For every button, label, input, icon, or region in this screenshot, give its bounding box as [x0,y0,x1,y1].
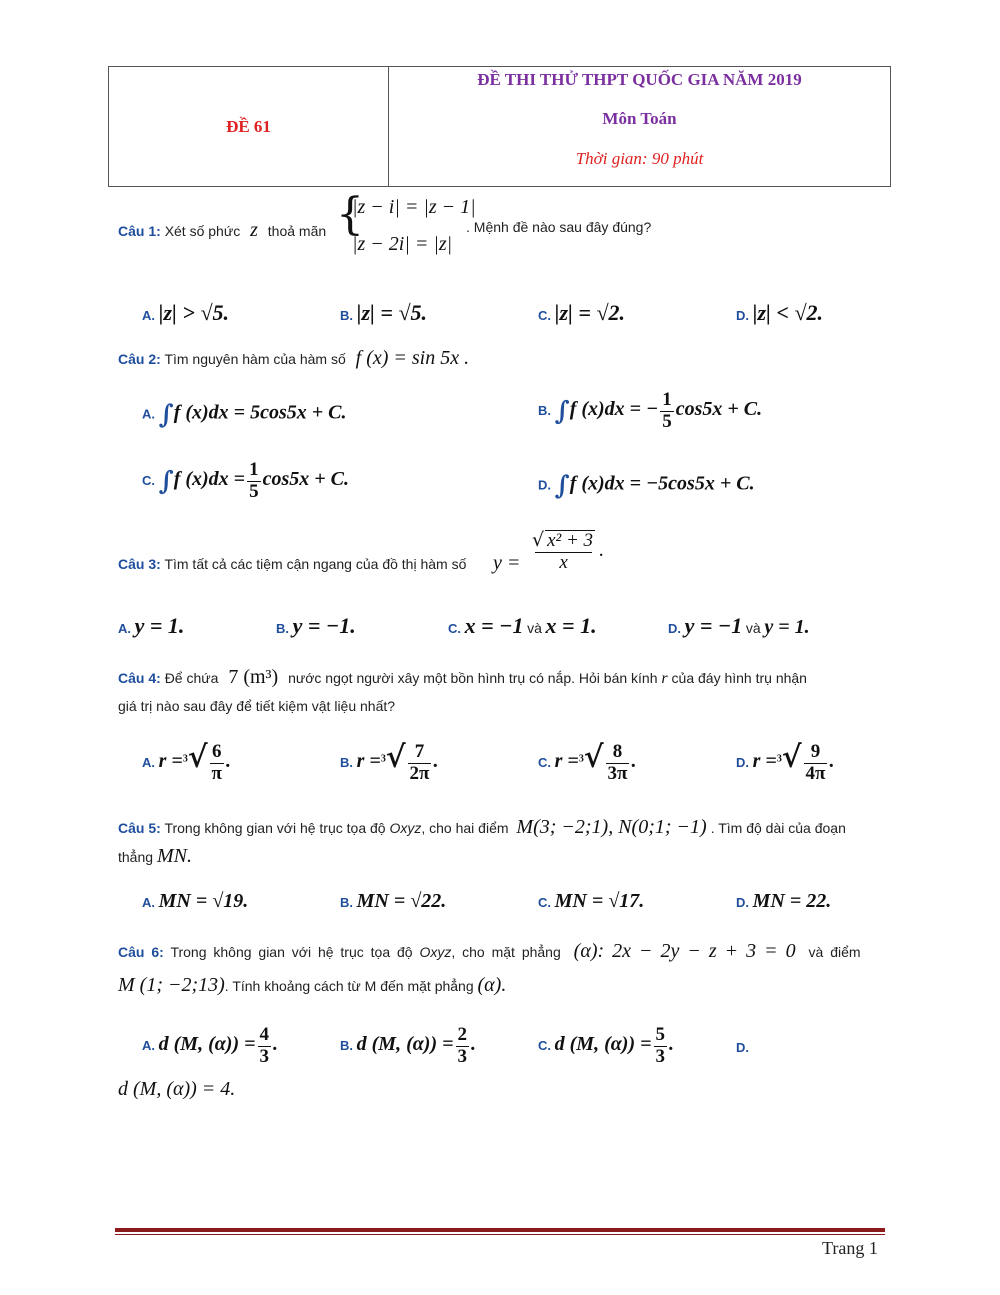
footer-divider [115,1228,885,1235]
question-2 [118,347,469,370]
q5-option-c: C. MN = √17. [538,890,645,912]
q4-volume: 7 (m³) [228,666,279,688]
q6-plane: (α): 2x − 2y − z + 3 = 0 [573,940,796,962]
q1-brace: { [336,189,364,240]
q4-text-c: của đáy hình trụ nhận [671,670,807,686]
q5-option-a: A. MN = √19. [142,890,249,912]
q1-option-b: B. |z| = √5. [340,300,427,325]
exam-subject: Môn Toán [602,109,677,128]
q3-option-d: D. y = −1 và y = 1. [668,613,810,638]
q6-option-a: A. d (M, (α)) = $\frac{4}{3}$ . [142,1024,279,1067]
q3-label: Câu 3: [118,556,161,572]
q1-label: Câu 1: [118,223,161,239]
exam-code: ĐỀ 61 [226,116,271,136]
q3-numerator: x² + 3 [547,530,594,551]
q6-option-c: C. d (M, (α)) = $\frac{5}{3}$ . [538,1024,675,1067]
q4-text-d: giá trị nào sau đây để tiết kiệm vật liệu nhất? [118,698,396,714]
q5-line-2: thẳng MN. [118,845,192,867]
q3-denominator: x [535,552,591,574]
q2-option-b: B. ∫f (x)dx = − $\frac{1}{5}$ cos5x + C. [538,389,763,432]
q6-point: M (1; −2;13) [118,974,225,996]
q5-option-b: B. MN = √22. [340,890,447,912]
q6-option-d-expr: d (M, (α)) = 4. [118,1078,236,1100]
q4-label: Câu 4: [118,670,161,686]
q3-option-c: C. x = −1 và x = 1. [448,613,597,638]
page-number: Trang 1 [822,1238,878,1258]
exam-title: ĐỀ THI THỬ THPT QUỐC GIA NĂM 2019 [477,70,802,89]
question-1 [118,219,326,242]
q5-option-d: D. MN = 22. [736,890,832,912]
q2-option-c: C. ∫f (x)dx = $\frac{1}{5}$ cos5x + C. [142,459,349,502]
question-4 [118,666,807,689]
q1-text-c: . Mệnh đề nào sau đây đúng? [466,219,652,235]
q2-text: Tìm nguyên hàm của hàm số [164,351,346,367]
q1-option-c: C. |z| = √2. [538,300,625,325]
q3-y: y = [493,552,521,574]
q2-func: f (x) = sin 5x . [355,347,470,369]
q4-option-a: A. r =$^3$√ $\frac{6}{\pi}$ . [142,740,231,785]
q6-text-b: , cho mặt phẳng [451,944,561,960]
q6-text-d: . Tính khoảng cách từ M đến mặt phẳng [224,978,474,994]
q2-option-a: A. ∫f (x)dx = 5cos5x + C. [142,400,347,430]
q5-points: M(3; −2;1), N(0;1; −1) [516,816,707,838]
q3-fraction: $\frac{\text{√ x² + 3}}{x}$ . [532,529,605,573]
q4-text-b: nước ngọt người xây một bồn hình trụ có nắp. Hỏi bán kính [288,670,658,686]
exam-code-cell [109,67,389,186]
q1-text-b: thoả mãn [267,223,327,239]
q6-line-2 [118,974,506,997]
q6-label: Câu 6: [118,944,164,960]
q5-text-a: Trong không gian với hệ trục tọa độ [164,820,386,836]
q5-oxyz: Oxyz [389,820,422,836]
q4-option-d: D. r =$^3$√ $\frac{9}{4\pi}$ . [736,740,835,785]
question-5 [118,816,846,839]
q1-var: z [250,219,258,241]
q6-text-c: và điểm [808,944,861,960]
q4-option-b: B. r =$^3$√ $\frac{7}{2\pi}$ . [340,740,439,785]
q2-option-d: D. ∫f (x)dx = −5cos5x + C. [538,471,755,501]
q1-system-eq2: |z − 2i| = |z| [352,233,453,255]
q3-option-b: B. y = −1. [276,613,356,638]
q1-option-d: D. |z| < √2. [736,300,823,325]
q4-r: r [661,670,668,687]
q5-label: Câu 5: [118,820,161,836]
q4-option-c: C. r =$^3$√ $\frac{8}{3\pi}$ . [538,740,637,785]
q4-text-a: Để chứa [164,670,219,686]
question-3 [118,556,466,572]
q3-text: Tìm tất cả các tiệm cận ngang của đồ thị hàm số [164,556,467,572]
q6-oxyz: Oxyz [419,944,452,960]
q1-text-a: Xét số phức [164,223,241,239]
q6-alpha: (α). [477,974,507,996]
q5-text-c: . Tìm độ dài của đoạn [710,820,846,836]
q6-option-d-key: D. [736,1040,749,1055]
exam-duration: Thời gian: 90 phút [575,149,704,168]
q2-label: Câu 2: [118,351,161,367]
q6-option-b: B. d (M, (α)) = $\frac{2}{3}$ . [340,1024,477,1067]
q1-system-eq1: |z − i| = |z − 1| [352,196,476,218]
q3-option-a: A. y = 1. [118,613,185,638]
q5-text-b: , cho hai điểm [421,820,509,836]
q1-option-a: A. |z| > √5. [142,300,229,325]
q6-text-a: Trong không gian với hệ trục tọa độ [170,944,413,960]
exam-header [108,66,891,187]
question-6 [118,940,861,963]
exam-info-cell [389,67,890,186]
